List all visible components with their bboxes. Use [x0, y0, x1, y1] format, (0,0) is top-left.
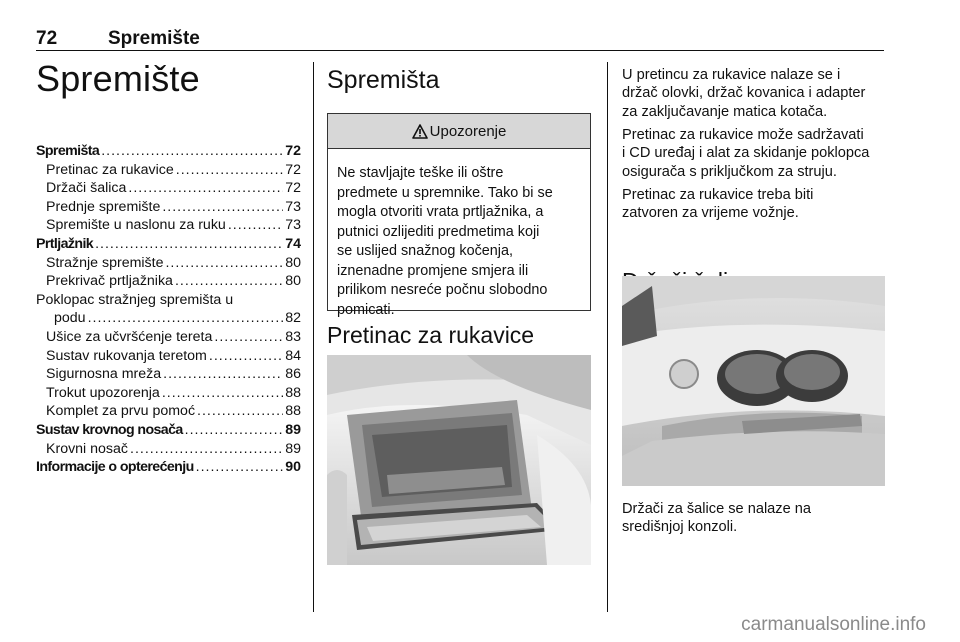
section-title-spremista: Spremišta — [327, 66, 440, 94]
toc-leader-dots — [209, 348, 283, 364]
toc-entry-page: 88 — [285, 403, 301, 420]
warning-line: predmete u spremnike. Tako bi se — [337, 184, 553, 201]
toc-entry-page: 80 — [285, 273, 301, 290]
column-divider-left — [313, 62, 314, 612]
toc-entry-label: Spremišta — [36, 143, 100, 159]
toc-entry[interactable] — [36, 162, 301, 181]
text-line: za zaključavanje matica kotača. — [622, 103, 828, 120]
toc-leader-dots — [128, 180, 283, 196]
glovebox-illustration — [327, 355, 591, 565]
toc-entry-label: Spremište u naslonu za ruku — [46, 217, 226, 234]
text-line: zatvoren za vrijeme vožnje. — [622, 205, 799, 222]
toc-leader-dots — [176, 162, 283, 178]
text-line: i CD uređaj i alat za skidanje poklopca — [622, 145, 870, 162]
text-line: osigurača s priključkom za struju. — [622, 163, 837, 180]
text-line: Pretinac za rukavice može sadržavati — [622, 127, 864, 143]
toc-entry-page: 80 — [285, 254, 301, 271]
toc-entry[interactable] — [36, 348, 301, 367]
toc-entry[interactable] — [36, 329, 301, 348]
paragraph-3 — [622, 186, 892, 223]
toc-entry-page: 74 — [285, 235, 301, 252]
toc-entry[interactable] — [36, 459, 301, 478]
toc-leader-dots — [162, 385, 283, 401]
toc-entry-page: 72 — [285, 161, 301, 178]
toc-entry-label: Ušice za učvršćenje tereta — [46, 328, 213, 345]
glovebox-drawing — [327, 355, 591, 565]
toc-leader-dots — [197, 403, 283, 419]
text-line: Pretinac za rukavice treba biti — [622, 187, 814, 203]
toc-leader-dots — [214, 329, 283, 345]
warning-text — [328, 149, 590, 320]
toc-entry[interactable] — [36, 180, 301, 199]
toc-entry-page: 72 — [285, 143, 301, 159]
toc-entry-label: Pretinac za rukavice — [46, 161, 174, 178]
cupholder-illustration — [622, 276, 885, 486]
toc-entry-page: 90 — [285, 459, 301, 476]
warning-triangle-icon — [412, 124, 428, 139]
toc-leader-dots — [175, 273, 283, 289]
toc-entry-label: Prekrivač prtljažnika — [46, 273, 173, 290]
watermark: carmanualsonline.info — [741, 614, 926, 635]
toc-entry-label: Sustav rukovanja teretom — [46, 347, 207, 364]
toc-leader-dots — [196, 459, 284, 475]
toc-entry-label: Prednje spremište — [46, 198, 161, 215]
toc-entry-label: Stražnje spremište — [46, 254, 164, 271]
subsection-title-glovebox: Pretinac za rukavice — [327, 322, 535, 348]
toc-entry-label: podu — [54, 310, 86, 327]
text-line: Držači za šalice se nalaze na — [622, 501, 811, 517]
warning-line: Ne stavljajte teške ili oštre — [337, 165, 504, 181]
warning-line: mogla otvoriti vrata prtljažnika, a — [337, 204, 544, 220]
toc-entry[interactable] — [36, 199, 301, 218]
toc-entry[interactable] — [36, 273, 301, 292]
toc-entry-label: Držači šalica — [46, 180, 127, 197]
toc-leader-dots — [162, 199, 283, 215]
warning-line: iznenadne promjene smjera ili — [337, 262, 529, 279]
table-of-contents — [36, 143, 301, 478]
warning-header — [328, 114, 590, 149]
header-rule — [36, 50, 884, 51]
toc-entry-page: 73 — [285, 198, 301, 215]
toc-entry[interactable] — [36, 310, 301, 329]
toc-leader-dots — [130, 441, 283, 457]
toc-leader-dots — [228, 217, 283, 233]
toc-entry-label: Poklopac stražnjeg spremišta u — [36, 291, 234, 308]
toc-entry[interactable] — [36, 217, 301, 236]
paragraph-2 — [622, 126, 892, 181]
toc-entry[interactable] — [36, 441, 301, 460]
toc-entry-label: Komplet za prvu pomoć — [46, 403, 196, 420]
warning-line: prilikom nesreće počnu slobodno — [337, 282, 548, 298]
toc-leader-dots — [165, 255, 283, 271]
toc-entry-page: 89 — [285, 421, 301, 438]
toc-entry-label: Trokut upozorenja — [46, 384, 160, 401]
toc-entry[interactable] — [36, 403, 301, 422]
chapter-title: Spremište — [36, 58, 200, 99]
running-title: Spremište — [108, 28, 200, 49]
text-line: U pretincu za rukavice nalaze se i — [622, 67, 841, 83]
warning-box — [327, 113, 591, 318]
page-number: 72 — [36, 28, 58, 49]
warning-title: Upozorenje — [429, 122, 507, 140]
cupholder-caption — [622, 500, 892, 537]
toc-leader-dots — [163, 366, 283, 382]
toc-leader-dots — [101, 143, 283, 159]
toc-entry-page: 89 — [285, 440, 301, 457]
toc-entry[interactable] — [36, 236, 301, 255]
toc-entry[interactable] — [36, 366, 301, 385]
toc-entry-page: 82 — [285, 310, 301, 327]
toc-entry-page: 83 — [285, 328, 301, 345]
toc-entry[interactable] — [36, 292, 301, 311]
toc-entry-page: 88 — [285, 384, 301, 401]
toc-entry-page: 86 — [285, 366, 301, 383]
warning-line: se uslijed snažnog kočenja, — [337, 243, 513, 259]
toc-entry[interactable] — [36, 385, 301, 404]
toc-entry-page: 84 — [285, 347, 301, 364]
toc-entry-page: 73 — [285, 217, 301, 234]
toc-entry-label: Prtljažnik — [36, 235, 94, 252]
text-line: središnjoj konzoli. — [622, 519, 738, 536]
toc-entry-label: Sigurnosna mreža — [46, 366, 162, 383]
column-divider-right — [607, 62, 608, 612]
toc-entry[interactable] — [36, 255, 301, 274]
warning-line: putnici ozlijediti predmetima koji — [337, 223, 540, 240]
text-line: držač olovki, držač kovanica i adapter — [622, 85, 866, 102]
toc-entry-label: Krovni nosač — [46, 440, 129, 457]
warning-line: pomicati. — [337, 301, 395, 318]
cupholder-drawing — [622, 276, 885, 486]
toc-entry-page: 72 — [285, 180, 301, 197]
toc-entry[interactable] — [36, 422, 301, 441]
toc-entry[interactable] — [36, 143, 301, 162]
toc-leader-dots — [185, 422, 284, 438]
paragraph-1 — [622, 66, 892, 121]
toc-leader-dots — [95, 236, 283, 252]
toc-entry-label: Sustav krovnog nosača — [36, 421, 183, 438]
toc-leader-dots — [88, 310, 284, 326]
toc-entry-label: Informacije o opterećenju — [36, 459, 194, 476]
